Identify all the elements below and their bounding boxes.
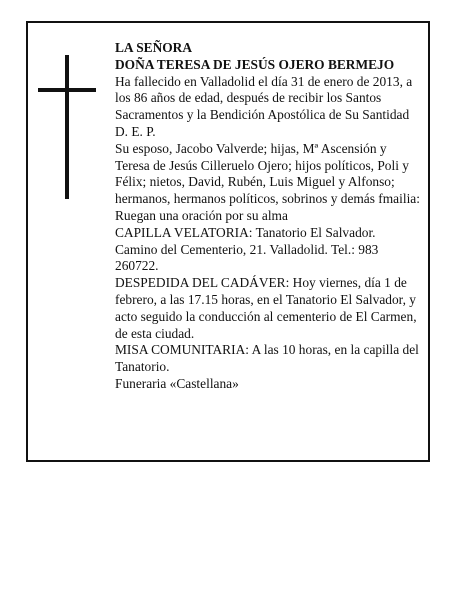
notice-text — [115, 40, 421, 393]
cross-horizontal-bar — [38, 88, 96, 92]
funeral-chapel: CAPILLA VELATORIA: Tanatorio El Salvador. Camino del Cementerio, 21. Valladolid. Tel.: 983 260722. — [115, 224, 379, 274]
funeral-departure: DESPEDIDA DEL CADÁVER: Hoy viernes, día 1 de febrero, a las 17.15 horas, en el Tanatorio El Salvador, y acto seguido la conducción al cementerio de El Carmen, de esta ciudad. — [115, 275, 417, 341]
family-members: Su esposo, Jacobo Valverde; hijas, Mª Ascensión y Teresa de Jesús Cilleruelo Ojero; hijos políticos, Poli y Félix; nietos, David, Rubén, Luis Miguel y Alfonso; hermanos, hermanos políticos, sobrinos y demás fmailia: — [115, 140, 420, 207]
latin-cross-icon — [38, 55, 96, 199]
obituary-notice — [26, 21, 430, 462]
community-mass: MISA COMUNITARIA: A las 10 horas, en la capilla del Tanatorio. — [115, 342, 419, 375]
deceased-name: DOÑA TERESA DE JESÚS OJERO BERMEJO — [115, 56, 395, 72]
funeral-home: Funeraria «Castellana» — [115, 375, 239, 391]
death-announcement: Ha fallecido en Valladolid el día 31 de enero de 2013, a los 86 años de edad, después de recibir los Santos Sacramentos y la Bendición Apostólica de Su Santidad D. E. P. — [115, 73, 413, 139]
prayer-request: Ruegan una oración por su alma — [115, 207, 288, 223]
cross-vertical-bar — [65, 55, 69, 199]
notice-heading: LA SEÑORA — [115, 40, 193, 55]
